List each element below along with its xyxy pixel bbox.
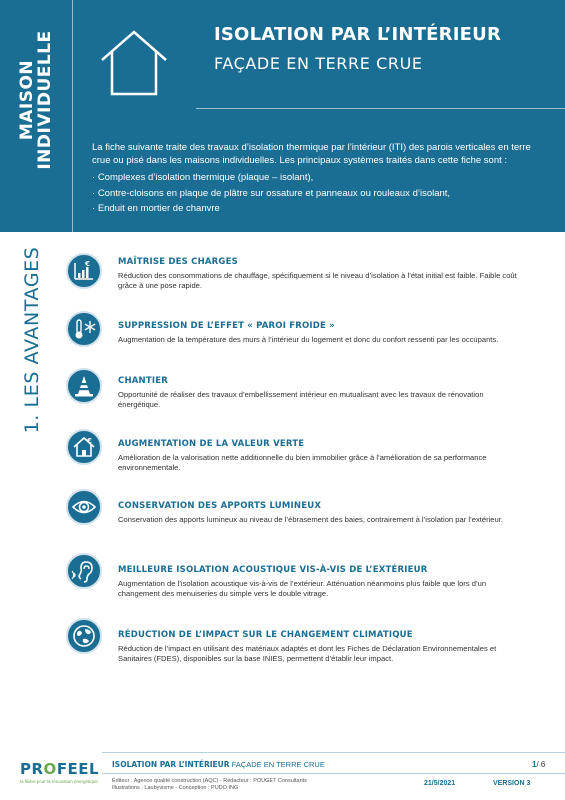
advantage-title: MEILLEURE ISOLATION ACOUSTIQUE VIS-À-VIS DE L’EXTÉRIEUR [118, 565, 428, 575]
page-total: / 6 [536, 760, 546, 769]
thermometer-snowflake-icon [66, 311, 102, 347]
header-horizontal-divider [196, 108, 565, 109]
page-current: 1 [532, 760, 537, 769]
advantage-description: Réduction des consommations de chauffage, spécifiquement si le niveau d’isolation à l’état initial est faible. Faible coût grâce à une pose rapide. [118, 271, 517, 290]
logo-wordmark: PROFEEL [20, 760, 100, 778]
section-label: 1. LES AVANTAGES [21, 246, 43, 434]
advantage-title: SUPPRESSION DE L’EFFET « PAROI FROIDE » [118, 321, 335, 331]
intro-bullet: · Complexes d’isolation thermique (plaque – isolant), [92, 172, 542, 185]
svg-text:€: € [85, 260, 90, 268]
advantage-title: CHANTIER [118, 376, 168, 386]
advantage-title: CONSERVATION DES APPORTS LUMINEUX [118, 501, 322, 511]
vertical-title [18, 30, 54, 169]
credits-line: Illustrations : Laubyvisme - Conception : PUDO ING [112, 785, 239, 791]
header-vertical-divider [72, 0, 73, 232]
advantage-description: Augmentation de l’isolation acoustique vis-à-vis de l’extérieur. Atténuation néanmoins plus faible que lors d’un changement des menuiseries du simple vers le double vitrage. [118, 579, 487, 598]
advantage-description: Conservation des apports lumineux au niveau de l’ébrasement des baies, contrairement à l’isolation par l’extérieur. [118, 515, 503, 524]
advantage-title: MAÎTRISE DES CHARGES [118, 257, 238, 267]
globe-icon [66, 618, 102, 654]
advantage-title: RÉDUCTION DE L’IMPACT SUR LE CHANGEMENT CLIMATIQUE [118, 630, 413, 640]
credits-line: Éditeur : Agence qualité construction (AQC) - Rédacteur : POUGET Consultants [112, 778, 307, 784]
advantage-description: Amélioration de la valorisation nette additionnelle du bien immobilier grâce à l’amélioration de sa performance environnementale. [118, 453, 487, 472]
advantage-description: Augmentation de la température des murs à l’intérieur du logement et donc du confort ressenti par les occupants. [118, 335, 499, 344]
advantage-description: Réduction de l’impact en utilisant des matériaux adaptés et dont les Fiches de Déclaration Environnementales et Sanitaires (FDES), disponibles sur la base INIES, permettent d’établir leur impact. [118, 644, 497, 663]
header-band [0, 0, 565, 232]
document-date: 21/5/2021 [424, 780, 456, 787]
footer-title-rest: FAÇADE EN TERRE CRUE [231, 760, 325, 769]
intro-block [92, 142, 542, 219]
footer-middle-divider [102, 773, 565, 774]
traffic-cone-icon [66, 368, 102, 404]
page-subtitle: FAÇADE EN TERRE CRUE [214, 54, 423, 73]
eye-icon [66, 489, 102, 525]
intro-bullet-list [92, 172, 542, 216]
page-number [532, 760, 545, 769]
house-euro-icon [66, 429, 102, 465]
footer-top-divider [102, 752, 565, 753]
profeel-logo [20, 760, 100, 784]
footer-document-title [112, 760, 325, 769]
chart-euro-icon [66, 253, 102, 289]
advantage-title: AUGMENTATION DE LA VALEUR VERTE [118, 439, 305, 449]
page-title: ISOLATION PAR L’INTÉRIEUR [214, 24, 502, 45]
svg-text:€: € [87, 437, 92, 445]
vertical-title-line1: MAISON [17, 59, 37, 141]
house-outline-icon [98, 28, 170, 98]
logo-tagline: la filière pour la rénovation énergétique [20, 779, 98, 784]
vertical-title-line2: INDIVIDUELLE [35, 30, 55, 170]
vertical-title-band [0, 0, 80, 232]
footer-title-bold: ISOLATION PAR L’INTÉRIEUR [112, 760, 230, 769]
footer-credits [112, 778, 372, 792]
intro-bullet: · Contre-cloisons en plaque de plâtre sur ossature et panneaux ou rouleaux d’isolant, [92, 188, 542, 201]
document-version: VERSION 3 [493, 780, 531, 787]
intro-bullet: · Enduit en mortier de chanvre [92, 203, 542, 216]
ear-icon [66, 553, 102, 589]
intro-text: La fiche suivante traite des travaux d’isolation thermique par l’intérieur (ITI) des parois verticales en terre crue ou pisé dans les maisons individuelles. Les principaux systèmes traités dans cette fiche sont : [92, 142, 531, 166]
advantage-description: Opportunité de réaliser des travaux d’embellissement intérieur en mutualisant avec les travaux de rénovation énergétique. [118, 390, 484, 409]
